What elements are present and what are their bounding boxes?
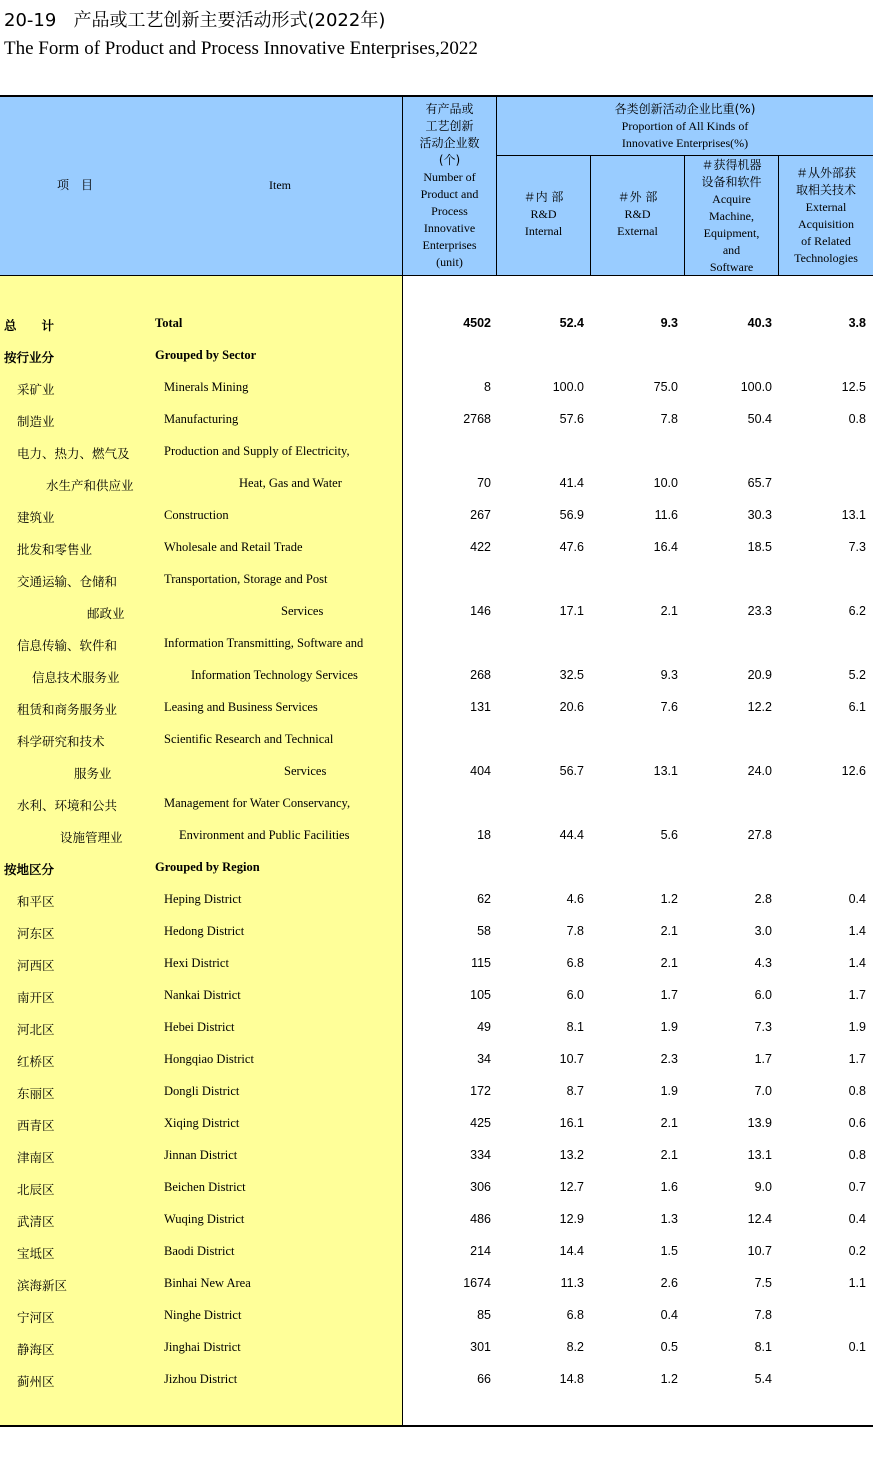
cell-internal: 41.4 [559,476,584,490]
row-label-cn: 服务业 [74,766,112,781]
cell-internal: 16.1 [559,1116,584,1130]
header-external-acquisition [779,165,873,267]
cell-ext-acq: 0.1 [848,1340,866,1354]
row-label-cn: 按行业分 [4,350,55,365]
table-row [0,628,873,660]
cell-internal: 57.6 [559,412,584,426]
table-row [0,1236,873,1268]
cell-internal: 14.8 [559,1372,584,1386]
cell-internal: 11.3 [560,1276,584,1290]
row-label-cn: 滨海新区 [17,1278,68,1293]
table-row [0,724,873,756]
cell-internal: 56.7 [559,764,584,778]
cell-count: 49 [477,1020,491,1034]
cell-internal: 8.2 [566,1340,584,1354]
cell-ext-acq: 6.1 [848,700,866,714]
row-label-cn: 信息传输、软件和 [17,638,118,653]
row-label-cn: 电力、热力、燃气及 [17,446,130,461]
row-label-cn: 租赁和商务服务业 [17,702,118,717]
header-acquire-en-1: Acquire [712,192,751,206]
cell-ext-acq: 1.7 [848,1052,866,1066]
cell-ext-acq: 5.2 [848,668,866,682]
cell-ext-acq: 1.9 [848,1020,866,1034]
row-label-en: Binhai New Area [164,1276,251,1290]
cell-external: 1.9 [660,1020,678,1034]
cell-count: 85 [477,1308,491,1322]
row-label-en: Hedong District [164,924,245,938]
header-item-cn: 项 目 [56,178,93,192]
row-label-cn: 科学研究和技术 [17,734,105,749]
cell-internal: 17.1 [559,604,584,618]
header-external-en-1: R&D [624,207,651,221]
cell-count: 105 [470,988,491,1002]
table-row [0,596,873,628]
cell-external: 75.0 [653,380,678,394]
header-acquire [685,157,778,276]
title-cn: 产品或工艺创新主要活动形式(2022年) [73,10,386,31]
cell-internal: 6.8 [566,956,584,970]
cell-internal: 32.5 [559,668,584,682]
row-label-en: Environment and Public Facilities [179,828,350,842]
header-count-en-5: Enterprises [422,238,477,252]
cell-external: 13.1 [653,764,678,778]
header-proportion-en-1: Proportion of All Kinds of [621,119,749,133]
cell-external: 1.3 [660,1212,678,1226]
cell-ext-acq: 0.2 [848,1244,866,1258]
row-label-cn: 总 计 [4,318,55,333]
header-acquire-en-3: Equipment, [703,226,760,240]
row-label-en: Construction [164,508,229,522]
row-label-cn: 宁河区 [17,1310,55,1325]
cell-external: 1.5 [660,1244,678,1258]
cell-count: 301 [470,1340,491,1354]
row-label-cn: 西青区 [17,1118,55,1133]
cell-internal: 13.2 [559,1148,584,1162]
cell-acquire: 2.8 [754,892,772,906]
row-label-cn: 东丽区 [17,1086,55,1101]
cell-internal: 52.4 [559,316,584,330]
cell-ext-acq: 0.8 [848,1148,866,1162]
header-external-cn: ＃外 部 [617,190,658,204]
cell-internal: 100.0 [552,380,584,394]
header-ext-acq-cn-2: 取相关技术 [795,183,856,197]
header-item-en: Item [269,178,291,192]
cell-count: 422 [470,540,491,554]
row-label-en: Xiqing District [164,1116,240,1130]
cell-internal: 10.7 [559,1052,584,1066]
cell-external: 2.3 [660,1052,678,1066]
cell-acquire: 27.8 [747,828,772,842]
table-row [0,948,873,980]
table-row [0,1140,873,1172]
table-row [0,1332,873,1364]
cell-ext-acq: 12.5 [841,380,866,394]
header-internal-rd [497,189,590,240]
header-acquire-en-4: and [722,243,741,257]
row-label-en: Beichen District [164,1180,246,1194]
cell-external: 2.1 [660,1148,678,1162]
cell-count: 1674 [463,1276,491,1290]
cell-external: 2.6 [660,1276,678,1290]
row-label-en: Transportation, Storage and Post [164,572,328,586]
table-number: 20-19 [4,10,57,31]
row-label-en: Baodi District [164,1244,235,1258]
cell-external: 1.2 [660,1372,678,1386]
cell-external: 9.3 [660,316,678,330]
cell-ext-acq: 0.7 [848,1180,866,1194]
table-row [0,468,873,500]
header-count [403,101,496,271]
table-number-and-title-cn [4,6,385,32]
cell-internal: 12.9 [559,1212,584,1226]
header-acquire-en-2: Machine, [709,209,754,223]
cell-acquire: 24.0 [747,764,772,778]
header-count-cn-4: (个) [438,153,461,167]
cell-ext-acq: 0.8 [848,412,866,426]
cell-internal: 6.0 [566,988,584,1002]
table-row [0,1108,873,1140]
cell-acquire: 40.3 [747,316,772,330]
cell-internal: 4.6 [566,892,584,906]
cell-count: 334 [470,1148,491,1162]
header-proportion [497,101,873,152]
cell-external: 0.4 [660,1308,678,1322]
row-label-en: Wholesale and Retail Trade [164,540,303,554]
cell-count: 306 [470,1180,491,1194]
cell-ext-acq: 13.1 [841,508,866,522]
cell-internal: 56.9 [559,508,584,522]
row-label-en: Heat, Gas and Water [239,476,342,490]
row-label-en: Jinnan District [164,1148,238,1162]
header-external-rd [591,189,684,240]
cell-external: 1.7 [660,988,678,1002]
cell-ext-acq: 0.4 [848,1212,866,1226]
row-label-en: Information Technology Services [191,668,358,682]
cell-count: 146 [470,604,491,618]
cell-count: 4502 [463,316,491,330]
cell-count: 267 [470,508,491,522]
cell-acquire: 7.5 [754,1276,772,1290]
cell-external: 11.6 [654,508,678,522]
table-row [0,532,873,564]
header-acquire-en-5: Software [709,260,754,274]
cell-acquire: 3.0 [754,924,772,938]
cell-acquire: 18.5 [747,540,772,554]
cell-acquire: 10.7 [747,1244,772,1258]
row-label-cn: 按地区分 [4,862,55,877]
header-proportion-cn: 各类创新活动企业比重(%) [614,102,756,116]
row-label-cn: 设施管理业 [60,830,123,845]
cell-internal: 14.4 [559,1244,584,1258]
row-label-en: Jinghai District [164,1340,241,1354]
cell-internal: 8.7 [566,1084,584,1098]
row-label-en: Scientific Research and Technical [164,732,334,746]
cell-acquire: 13.9 [747,1116,772,1130]
header-external-en-2: External [617,224,658,238]
table-row [0,500,873,532]
header-acquire-cn-2: 设备和软件 [701,175,762,189]
row-label-en: Heping District [164,892,242,906]
header-ext-acq-en-2: Acquisition [798,217,854,231]
cell-acquire: 23.3 [747,604,772,618]
cell-acquire: 30.3 [747,508,772,522]
row-label-cn: 津南区 [17,1150,55,1165]
cell-count: 172 [470,1084,491,1098]
cell-ext-acq: 1.4 [848,924,866,938]
cell-external: 5.6 [660,828,678,842]
row-label-cn: 红桥区 [17,1054,55,1069]
cell-count: 70 [477,476,491,490]
cell-acquire: 7.3 [754,1020,772,1034]
header-count-cn-3: 活动企业数 [419,136,480,150]
cell-count: 62 [477,892,491,906]
row-label-cn: 宝坻区 [17,1246,55,1261]
row-label-cn: 批发和零售业 [17,542,93,557]
cell-count: 486 [470,1212,491,1226]
row-label-en: Management for Water Conservancy, [164,796,351,810]
table-row [0,756,873,788]
cell-external: 9.3 [660,668,678,682]
header-count-cn-1: 有产品或 [425,102,474,116]
cell-external: 0.5 [660,1340,678,1354]
cell-acquire: 8.1 [754,1340,772,1354]
cell-acquire: 100.0 [740,380,772,394]
row-label-cn: 蓟州区 [17,1374,55,1389]
cell-acquire: 12.2 [747,700,772,714]
cell-ext-acq: 0.6 [848,1116,866,1130]
table-row [0,404,873,436]
cell-external: 2.1 [660,956,678,970]
cell-internal: 47.6 [559,540,584,554]
table-row [0,1364,873,1396]
row-label-cn: 制造业 [17,414,55,429]
row-label-en: Jizhou District [164,1372,238,1386]
row-label-cn: 武清区 [17,1214,55,1229]
row-label-en: Leasing and Business Services [164,700,318,714]
cell-ext-acq: 1.1 [848,1276,866,1290]
header-acquire-cn-1: ＃获得机器 [701,158,762,172]
cell-acquire: 4.3 [754,956,772,970]
header-internal-en-1: R&D [530,207,557,221]
cell-acquire: 50.4 [747,412,772,426]
row-label-cn: 邮政业 [87,606,125,621]
cell-acquire: 7.8 [754,1308,772,1322]
table-row [0,1300,873,1332]
row-label-cn: 河东区 [17,926,55,941]
table-row [0,980,873,1012]
header-count-cn-2: 工艺创新 [425,119,474,133]
row-label-en: Wuqing District [164,1212,245,1226]
row-label-cn: 静海区 [17,1342,55,1357]
cell-external: 2.1 [660,924,678,938]
table-row [0,308,873,340]
cell-acquire: 13.1 [747,1148,772,1162]
table-row [0,660,873,692]
header-count-en-1: Number of [423,170,476,184]
cell-external: 2.1 [660,604,678,618]
table-row [0,436,873,468]
cell-count: 115 [471,956,491,970]
cell-acquire: 9.0 [754,1180,772,1194]
row-label-en: Hexi District [164,956,229,970]
row-label-en: Services [281,604,324,618]
row-label-cn: 和平区 [17,894,55,909]
table-row [0,852,873,884]
header-proportion-en-2: Innovative Enterprises(%) [621,136,749,150]
cell-external: 1.2 [660,892,678,906]
cell-acquire: 7.0 [754,1084,772,1098]
bottom-rule [0,1425,873,1427]
row-label-cn: 河北区 [17,1022,55,1037]
row-label-en: Services [284,764,327,778]
row-label-en: Grouped by Region [155,860,260,874]
table-row [0,788,873,820]
row-label-en: Production and Supply of Electricity, [164,444,350,458]
header-count-en-6: (unit) [436,255,463,269]
header-internal-cn: ＃内 部 [523,190,564,204]
cell-internal: 7.8 [566,924,584,938]
row-label-en: Dongli District [164,1084,240,1098]
cell-ext-acq: 12.6 [841,764,866,778]
table-row [0,1172,873,1204]
row-label-en: Information Transmitting, Software and [164,636,364,650]
cell-count: 404 [470,764,491,778]
table-row [0,1012,873,1044]
cell-ext-acq: 1.7 [848,988,866,1002]
cell-external: 7.6 [660,700,678,714]
row-label-cn: 河西区 [17,958,55,973]
header-ext-acq-cn-1: ＃从外部获 [795,166,856,180]
cell-acquire: 5.4 [754,1372,772,1386]
table-row [0,1268,873,1300]
top-rule [0,95,873,97]
row-label-cn: 建筑业 [17,510,55,525]
cell-internal: 44.4 [559,828,584,842]
cell-count: 425 [470,1116,491,1130]
cell-ext-acq: 0.8 [848,1084,866,1098]
cell-ext-acq: 1.4 [848,956,866,970]
table-row [0,372,873,404]
cell-ext-acq: 0.4 [848,892,866,906]
cell-count: 8 [484,380,491,394]
cell-external: 7.8 [660,412,678,426]
cell-ext-acq: 3.8 [848,316,866,330]
header-ext-acq-en-3: of Related [801,234,851,248]
row-label-cn: 南开区 [17,990,55,1005]
table-row [0,564,873,596]
table-row [0,1204,873,1236]
table-row [0,692,873,724]
cell-external: 16.4 [653,540,678,554]
cell-external: 2.1 [660,1116,678,1130]
header-ext-acq-en-1: External [805,200,847,214]
table-row [0,884,873,916]
header-count-en-3: Process [431,204,468,218]
row-label-cn: 采矿业 [17,382,55,397]
cell-ext-acq: 6.2 [848,604,866,618]
cell-count: 58 [477,924,491,938]
row-label-cn: 水利、环境和公共 [17,798,118,813]
header-ext-acq-en-4: Technologies [794,251,858,265]
table-row [0,1044,873,1076]
cell-internal: 12.7 [559,1180,584,1194]
cell-acquire: 6.0 [754,988,772,1002]
table-row [0,340,873,372]
cell-external: 10.0 [653,476,678,490]
table-row [0,1076,873,1108]
cell-internal: 6.8 [566,1308,584,1322]
row-label-en: Grouped by Sector [155,348,257,362]
cell-count: 66 [477,1372,491,1386]
cell-count: 214 [470,1244,491,1258]
row-label-en: Minerals Mining [164,380,249,394]
row-label-cn: 信息技术服务业 [32,670,120,685]
row-label-en: Hebei District [164,1020,235,1034]
cell-ext-acq: 7.3 [848,540,866,554]
row-label-cn: 北辰区 [17,1182,55,1197]
table-row [0,820,873,852]
row-label-cn: 交通运输、仓储和 [17,574,118,589]
cell-external: 1.9 [660,1084,678,1098]
row-label-en: Ninghe District [164,1308,242,1322]
cell-acquire: 65.7 [747,476,772,490]
row-label-cn: 水生产和供应业 [46,478,134,493]
cell-count: 268 [470,668,491,682]
title-en: The Form of Product and Process Innovative Enterprises,2022 [4,38,478,59]
cell-count: 18 [477,828,491,842]
cell-count: 131 [470,700,491,714]
row-label-en: Hongqiao District [164,1052,254,1066]
table-row [0,916,873,948]
header-count-en-2: Product and [420,187,479,201]
cell-acquire: 12.4 [747,1212,772,1226]
cell-acquire: 20.9 [747,668,772,682]
cell-count: 34 [477,1052,491,1066]
row-label-en: Nankai District [164,988,241,1002]
header-internal-en-2: Internal [524,224,563,238]
cell-acquire: 1.7 [754,1052,772,1066]
cell-internal: 20.6 [559,700,584,714]
cell-external: 1.6 [660,1180,678,1194]
cell-internal: 8.1 [566,1020,584,1034]
header-count-en-4: Innovative [423,221,476,235]
row-label-en: Total [155,316,183,330]
cell-count: 2768 [463,412,491,426]
row-label-en: Manufacturing [164,412,239,426]
